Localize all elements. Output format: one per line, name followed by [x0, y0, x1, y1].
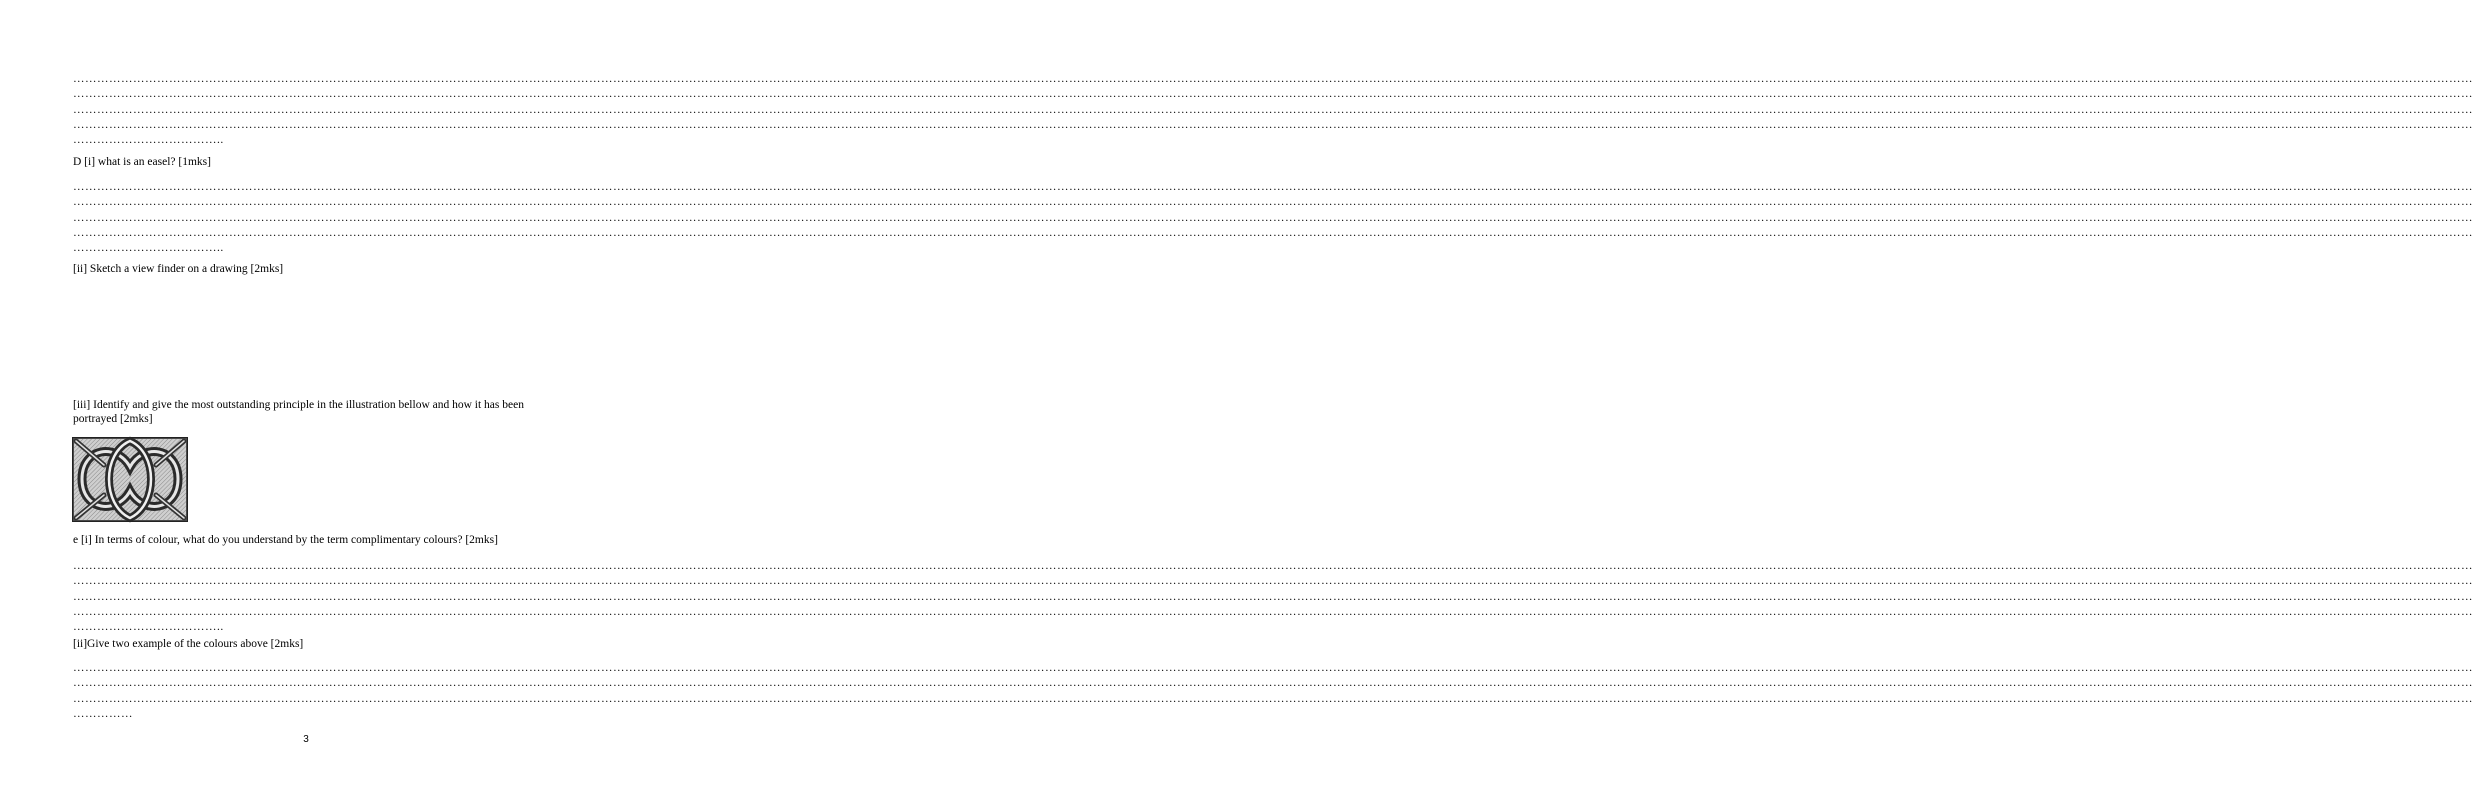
answer-dotted-line: ……………………………………………………………………………………………………………………………………………………………………………………………………………………………………………………………………………………………………………………………………………………………………………………………………………………………………………………………………………………………………………………………………………………: [73, 118, 2473, 131]
question-e-i: e [i] In terms of colour, what do you understand by the term complimentary colours? [2mks]: [73, 534, 498, 546]
answer-dotted-line: ……………………………………………………………………………………………………………………………………………………………………………………………………………………………………………………………………………………………………………………………………………………………………………………………………………………………………………………………………………………………………………………………………………………: [73, 575, 2473, 588]
answer-dotted-line: ………………………………..: [73, 242, 224, 255]
question-e-ii: [ii]Give two example of the colours above [2mks]: [73, 638, 304, 650]
question-d-ii: [ii] Sketch a view finder on a drawing [2mks]: [73, 263, 284, 275]
answer-dotted-line: ……………………………………………………………………………………………………………………………………………………………………………………………………………………………………………………………………………………………………………………………………………………………………………………………………………………………………………………………………………………………………………………………………………………: [73, 677, 2473, 690]
page-number: 3: [303, 734, 309, 745]
answer-dotted-line: ……………………………………………………………………………………………………………………………………………………………………………………………………………………………………………………………………………………………………………………………………………………………………………………………………………………………………………………………………………………………………………………………………………………: [73, 560, 2473, 572]
answer-dotted-line: ………………………………..: [73, 621, 224, 634]
answer-dotted-line: ……………………………………………………………………………………………………………………………………………………………………………………………………………………………………………………………………………………………………………………………………………………………………………………………………………………………………………………………………………………………………………………………………………………: [73, 226, 2473, 239]
pattern-illustration: [72, 437, 188, 522]
answer-dotted-line: ……………………………………………………………………………………………………………………………………………………………………………………………………………………………………………………………………………………………………………………………………………………………………………………………………………………………………………………………………………………………………………………………………………………: [73, 211, 2473, 224]
answer-dotted-line: ………………………………..: [73, 134, 224, 147]
answer-dotted-line: ……………………………………………………………………………………………………………………………………………………………………………………………………………………………………………………………………………………………………………………………………………………………………………………………………………………………………………………………………………………………………………………………………………………: [73, 590, 2473, 603]
question-d-iii: [iii] Identify and give the most outstanding principle in the illustration bellow and how it has been portrayed [2mks]: [73, 399, 524, 425]
answer-dotted-line: ……………………………………………………………………………………………………………………………………………………………………………………………………………………………………………………………………………………………………………………………………………………………………………………………………………………………………………………………………………………………………………………………………………………: [73, 196, 2473, 209]
answer-dotted-line: ……………………………………………………………………………………………………………………………………………………………………………………………………………………………………………………………………………………………………………………………………………………………………………………………………………………………………………………………………………………………………………………………………………………: [73, 73, 2473, 85]
answer-dotted-line: ……………………………………………………………………………………………………………………………………………………………………………………………………………………………………………………………………………………………………………………………………………………………………………………………………………………………………………………………………………………………………………………………………………………: [73, 88, 2473, 101]
answer-dotted-line: ……………………………………………………………………………………………………………………………………………………………………………………………………………………………………………………………………………………………………………………………………………………………………………………………………………………………………………………………………………………………………………………………………………………: [73, 605, 2473, 618]
answer-dotted-line: ……………………………………………………………………………………………………………………………………………………………………………………………………………………………………………………………………………………………………………………………………………………………………………………………………………………………………………………………………………………………………………………………………………………: [73, 181, 2473, 193]
answer-dotted-line: ……………………………………………………………………………………………………………………………………………………………………………………………………………………………………………………………………………………………………………………………………………………………………………………………………………………………………………………………………………………………………………………………………………………: [73, 103, 2473, 116]
answer-dotted-line: ……………………………………………………………………………………………………………………………………………………………………………………………………………………………………………………………………………………………………………………………………………………………………………………………………………………………………………………………………………………………………………………………………………………: [73, 662, 2473, 674]
answer-dotted-line: ……………: [73, 707, 133, 720]
answer-dotted-line: ……………………………………………………………………………………………………………………………………………………………………………………………………………………………………………………………………………………………………………………………………………………………………………………………………………………………………………………………………………………………………………………………………………………: [73, 692, 2473, 705]
question-d-i: D [i] what is an easel? [1mks]: [73, 156, 211, 168]
